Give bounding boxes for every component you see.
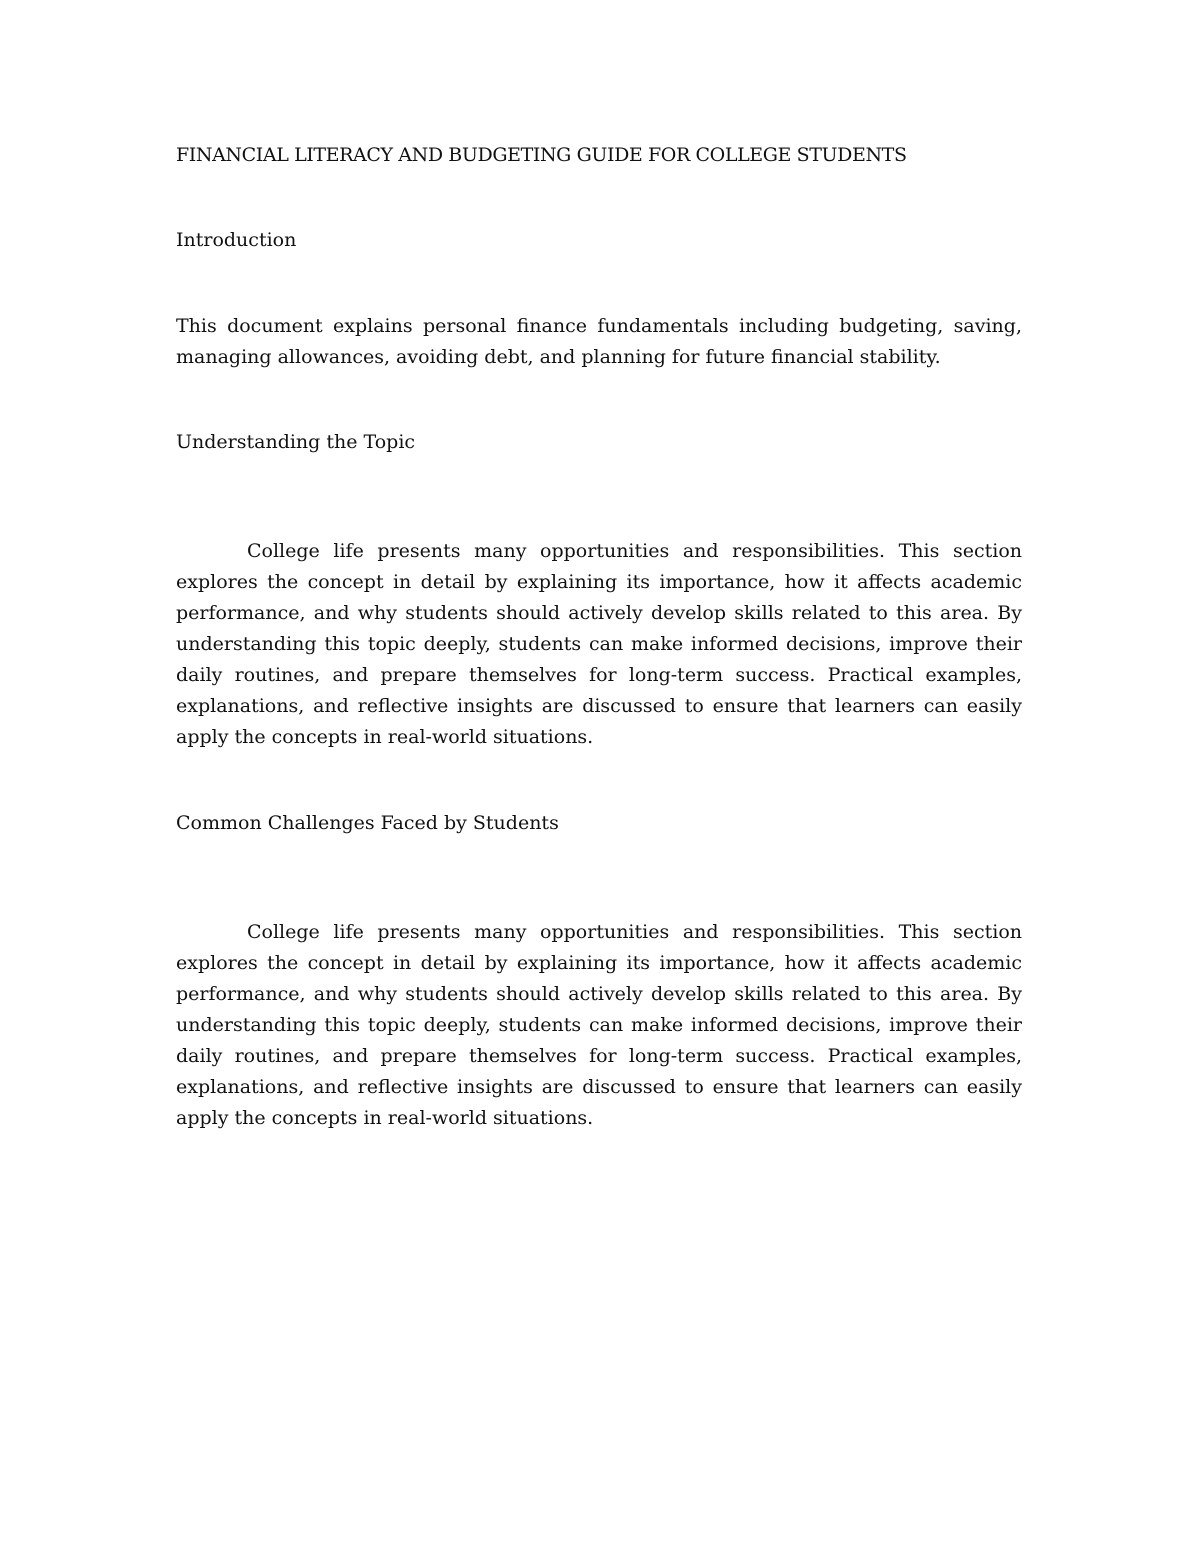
section-paragraph: College life presents many opportunities and responsibilities. This section explores the concept in detail by explaining its importance, how it affects academic performance, and why students should actively develop skills related to this area. By understanding this topic deeply, students can make informed decisions, improve their daily routines, and prepare themselves for long-term success. Practical examples, explanations, and reflective insights are discussed to ensure that learners can easily apply the concepts in real-world situations. [176,540,1022,748]
section-common-challenges [176,808,1022,1134]
document-title: FINANCIAL LITERACY AND BUDGETING GUIDE FOR COLLEGE STUDENTS [176,144,907,166]
section-heading: Introduction [176,229,297,251]
section-heading: Understanding the Topic [176,431,416,453]
section-heading: Common Challenges Faced by Students [176,812,559,834]
section-paragraph: College life presents many opportunities and responsibilities. This section explores the concept in detail by explaining its importance, how it affects academic performance, and why students should actively develop skills related to this area. By understanding this topic deeply, students can make informed decisions, improve their daily routines, and prepare themselves for long-term success. Practical examples, explanations, and reflective insights are discussed to ensure that learners can easily apply the concepts in real-world situations. [176,921,1022,1129]
section-paragraph: This document explains personal finance fundamentals including budgeting, saving, managing allowances, avoiding debt, and planning for future financial stability. [176,315,1022,368]
section-introduction [176,225,1022,373]
section-understanding-the-topic [176,427,1022,753]
document-body [176,140,1022,1134]
